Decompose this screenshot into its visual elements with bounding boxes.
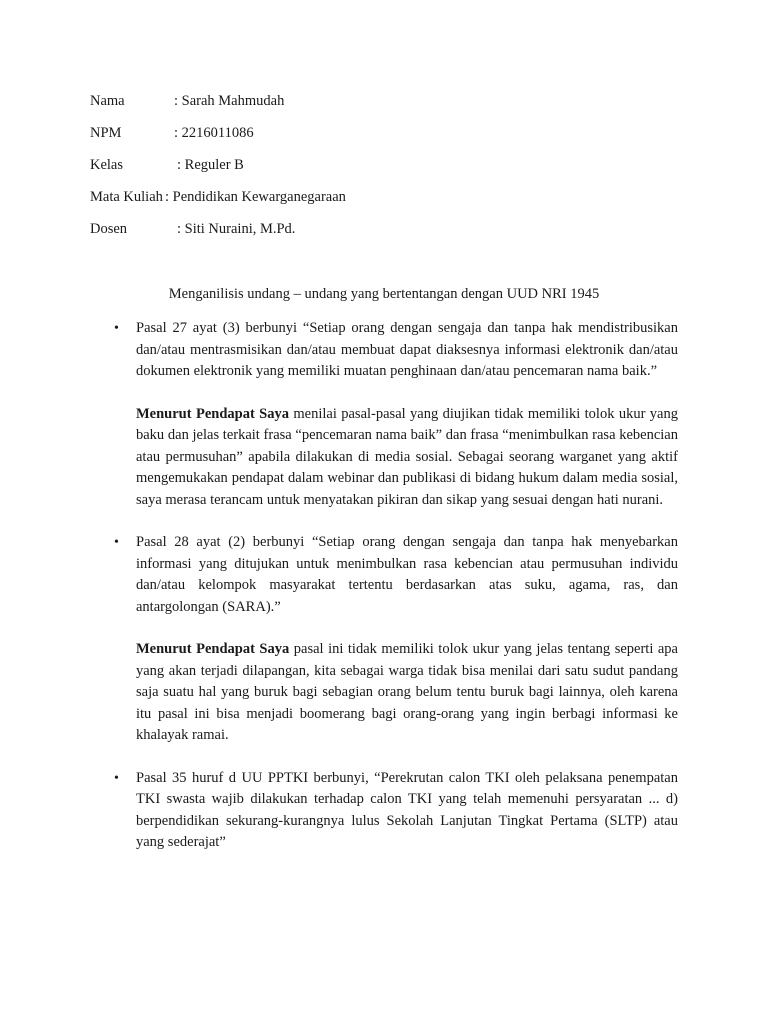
info-value: : 2216011086 — [174, 125, 254, 141]
info-value: : Sarah Mahmudah — [174, 93, 285, 109]
info-row-mata-kuliah — [90, 187, 346, 219]
info-label: Kelas — [90, 157, 124, 173]
list-item — [114, 318, 678, 511]
bullet-icon: • — [114, 321, 119, 336]
info-row-nama — [90, 91, 346, 123]
info-row-kelas — [90, 155, 346, 187]
opinion-text: menilai pasal-pasal yang diujikan tidak memiliki tolok ukur yang baku dan jelas terkait frasa “pencemaran nama baik” dan frasa “menimbulkan rasa kebencian atau permusuhan” apabila dilakukan di media sosial. Sebagai seorang warganet yang aktif mengemukakan pendapat dalam webinar dan publikasi di bidang hukum dalam media sosial, saya merasa terancam untuk menyatakan pikiran dan sikap yang sesuai dengan hati nurani. — [136, 405, 678, 508]
bullet-icon: • — [114, 535, 119, 550]
info-label: Mata Kuliah — [90, 189, 163, 205]
opinion-text: pasal ini tidak memiliki tolok ukur yang jelas tentang seperti apa yang akan terjadi dilapangan, kita sebagai warga tidak bisa menilai dari satu sudut pandang saja suatu hal yang buruk bagi sebagian orang belum tentu buruk bagi lainnya, oleh karena itu pasal ini bisa menjadi boomerang bagi orang-orang yang ingin berbagi informasi ke khalayak ramai. — [136, 641, 678, 743]
bullet-list — [0, 318, 768, 854]
info-row-npm — [90, 123, 346, 155]
opinion-lead: Menurut Pendapat Saya — [136, 641, 290, 657]
bullet-icon: • — [114, 770, 119, 786]
document-title — [0, 284, 768, 304]
info-value: : Pendidikan Kewarganegaraan — [165, 189, 346, 205]
document-title-text: Menganilisis undang – undang yang bertentangan dengan UUD NRI 1945 — [168, 286, 600, 302]
info-label: NPM — [90, 125, 122, 141]
info-value: : Siti Nuraini, M.Pd. — [177, 221, 296, 237]
opinion-paragraph — [136, 639, 678, 747]
info-label: Dosen — [90, 221, 128, 237]
item-text: Pasal 27 ayat (3) berbunyi “Setiap orang dengan sengaja dan tanpa hak mendistribusikan dan/atau mentrasmisikan dan/atau membuat dapat diaksesnya informasi elektronik dan/atau dokumen elektronik yang memiliki muatan penghinaan dan/atau pencemaran nama baik.” — [136, 320, 678, 379]
item-text: Pasal 28 ayat (2) berbunyi “Setiap orang dengan sengaja dan tanpa hak menyebarkan informasi yang ditujukan untuk menimbulkan rasa kebencian atau permusuhan individu dan/atau kelompok masyarakat tertentu berdasarkan atas suku, agama, ras, dan antargolongan (SARA).” — [136, 534, 678, 615]
item-text: Pasal 35 huruf d UU PPTKI berbunyi, “Perekrutan calon TKI oleh pelaksana penempatan TKI swasta wajib dilakukan terhadap calon TKI yang telah memenuhi persyaratan ... d) berpendidikan sekurang-kurangnya lulus Sekolah Lanjutan Tingkat Pertama (SLTP) atau yang sederajat” — [136, 769, 678, 850]
list-item — [114, 768, 678, 854]
info-row-dosen — [90, 219, 346, 251]
info-label: Nama — [90, 93, 125, 109]
info-value: : Reguler B — [177, 157, 244, 173]
student-info — [90, 91, 346, 251]
opinion-lead: Menurut Pendapat Saya — [136, 405, 289, 422]
opinion-paragraph — [136, 404, 678, 512]
list-item — [114, 532, 678, 747]
